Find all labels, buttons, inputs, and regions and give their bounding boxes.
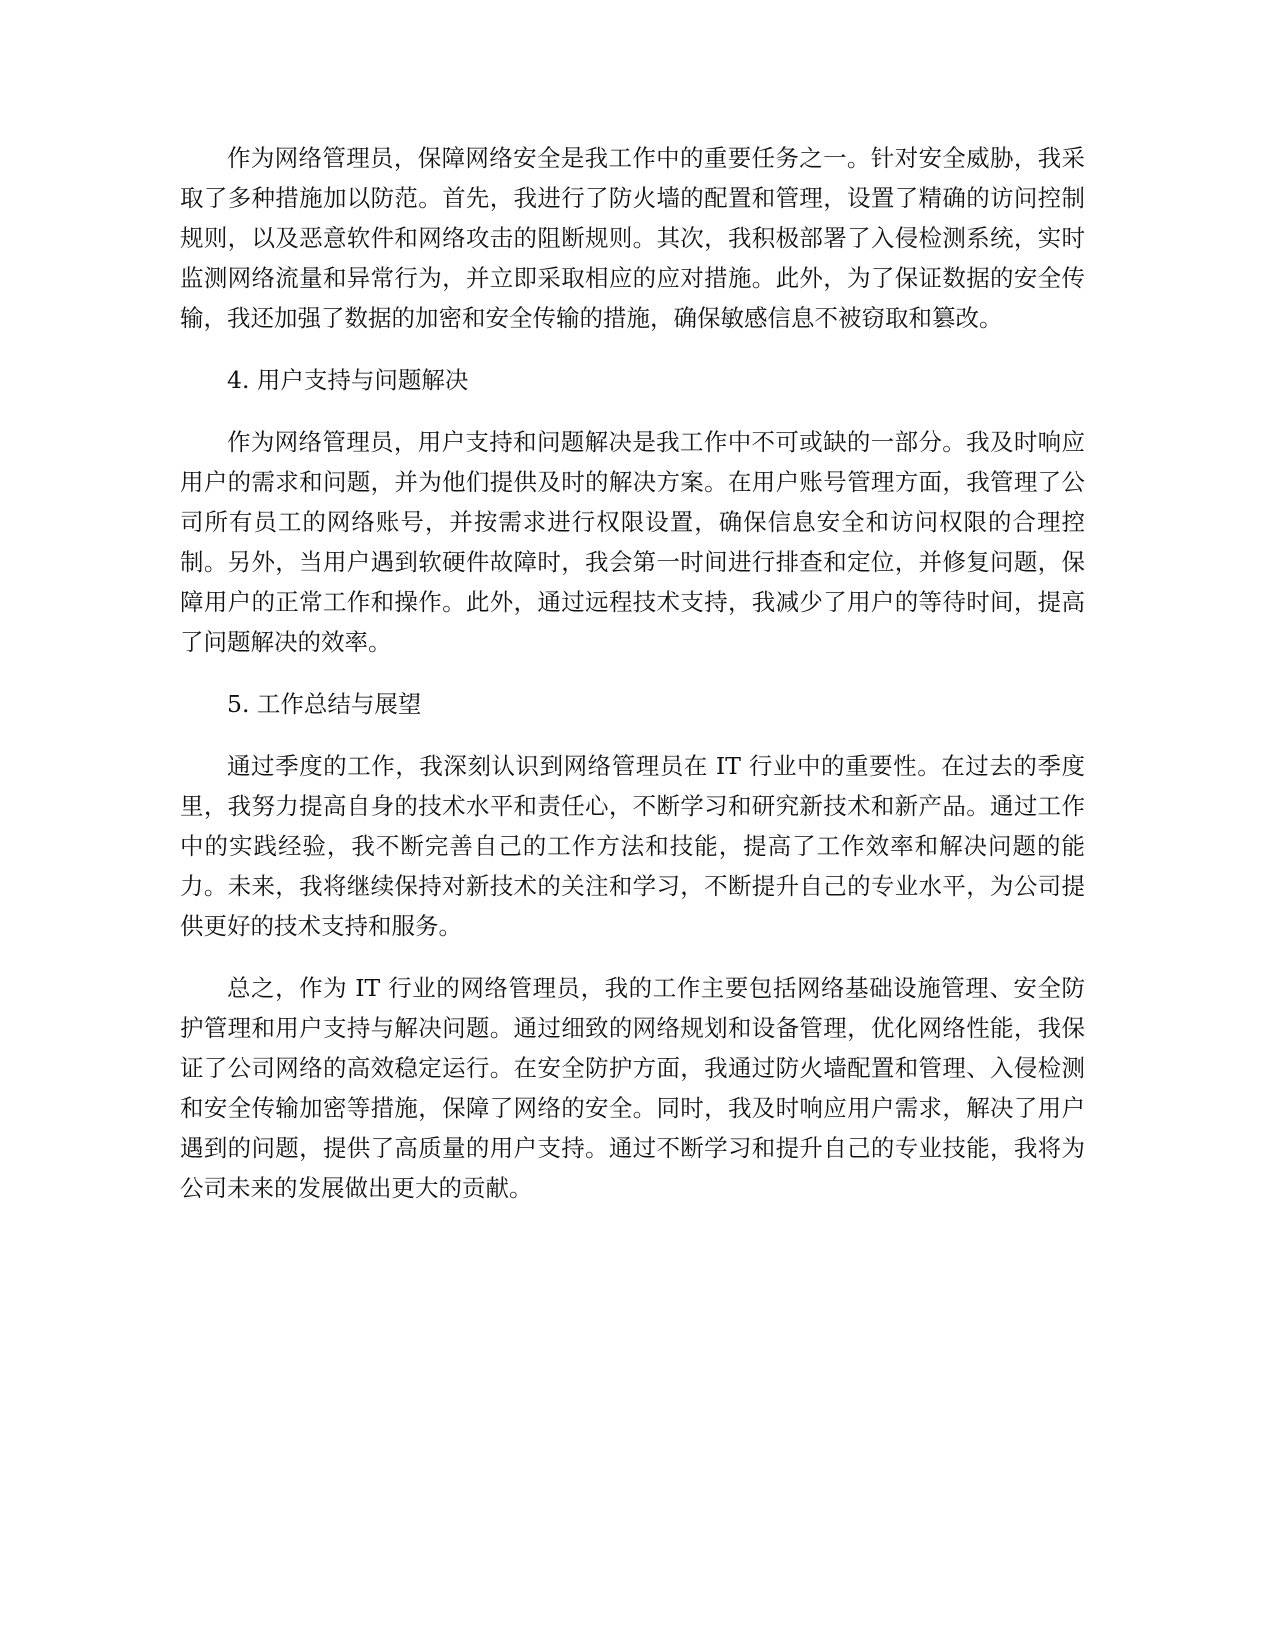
paragraph-user-support: 作为网络管理员，用户支持和问题解决是我工作中不可或缺的一部分。我及时响应用户的需求和问题，并为他们提供及时的解决方案。在用户账号管理方面，我管理了公司所有员工的网络账号，并按需求进行权限设置，确保信息安全和访问权限的合理控制。另外，当用户遇到软硬件故障时，我会第一时间进行排查和定位，并修复问题，保障用户的正常工作和操作。此外，通过远程技术支持，我减少了用户的等待时间，提高了问题解决的效率。 [180, 428, 1085, 656]
section-heading-user-support: 4. 用户支持与问题解决 [227, 366, 469, 394]
paragraph-conclusion: 总之，作为 IT 行业的网络管理员，我的工作主要包括网络基础设施管理、安全防护管理和用户支持与解决问题。通过细致的网络规划和设备管理，优化网络性能，我保证了公司网络的高效稳定运行。在安全防护方面，我通过防火墙配置和管理、入侵检测和安全传输加密等措施，保障了网络的安全。同时，我及时响应用户需求，解决了用户遇到的问题，提供了高质量的用户支持。通过不断学习和提升自己的专业技能，我将为公司未来的发展做出更大的贡献。 [180, 974, 1085, 1202]
paragraph-network-security: 作为网络管理员，保障网络安全是我工作中的重要任务之一。针对安全威胁，我采取了多种措施加以防范。首先，我进行了防火墙的配置和管理，设置了精确的访问控制规则，以及恶意软件和网络攻击的阻断规则。其次，我积极部署了入侵检测系统，实时监测网络流量和异常行为，并立即采取相应的应对措施。此外，为了保证数据的安全传输，我还加强了数据的加密和安全传输的措施，确保敏感信息不被窃取和篡改。 [180, 144, 1085, 332]
document-body [180, 138, 1085, 1230]
section-heading-summary-outlook: 5. 工作总结与展望 [227, 690, 422, 718]
paragraph-summary-outlook: 通过季度的工作，我深刻认识到网络管理员在 IT 行业中的重要性。在过去的季度里，我努力提高自身的技术水平和责任心，不断学习和研究新技术和新产品。通过工作中的实践经验，我不断完善自己的工作方法和技能，提高了工作效率和解决问题的能力。未来，我将继续保持对新技术的关注和学习，不断提升自己的专业水平，为公司提供更好的技术支持和服务。 [180, 752, 1085, 940]
